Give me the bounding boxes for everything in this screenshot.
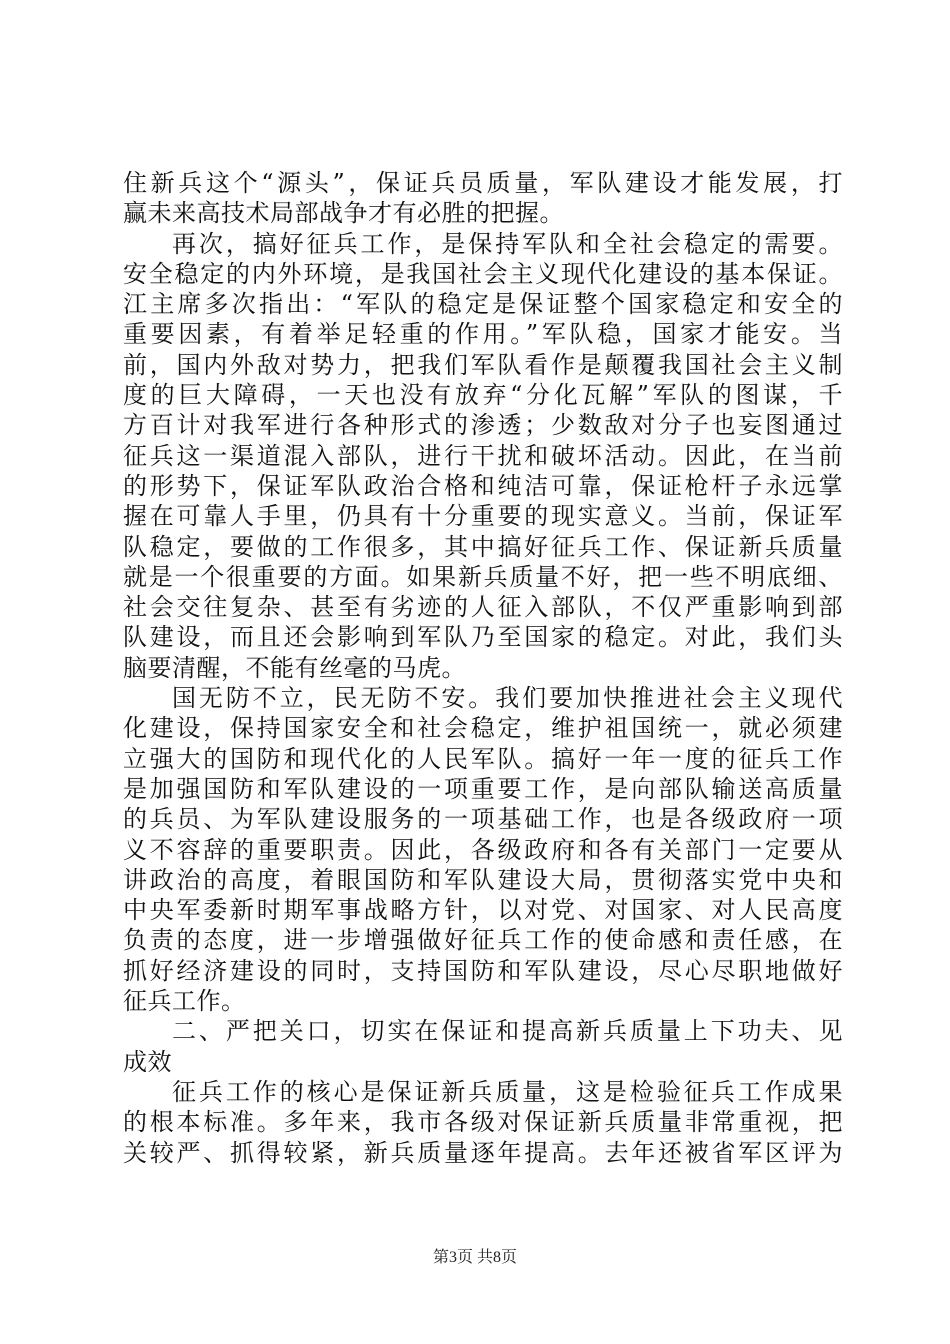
text-line: 抓好经济建设的同时，支持国防和军队建设，尽心尽职地做好 <box>123 956 843 985</box>
text-line: 江主席多次指出：“军队的稳定是保证整个国家稳定和安全的 <box>123 290 843 319</box>
paragraph-first-line: 再次，搞好征兵工作，是保持军队和全社会稳定的需要。 <box>172 229 843 258</box>
document-body <box>123 168 843 1168</box>
text-line: 中央军委新时期军事战略方针，以对党、对国家、对人民高度 <box>123 896 843 925</box>
text-line: 赢未来高技术局部战争才有必胜的把握。 <box>123 199 564 228</box>
text-line: 队建设，而且还会影响到军队乃至国家的稳定。对此，我们头 <box>123 623 843 652</box>
text-line: 队稳定，要做的工作很多，其中搞好征兵工作、保证新兵质量 <box>123 532 843 561</box>
text-line: 住新兵这个“源头”，保证兵员质量，军队建设才能发展，打 <box>123 169 843 197</box>
text-line: 重要因素，有着举足轻重的作用。”军队稳，国家才能安。当 <box>123 320 843 349</box>
text-line: 社会交往复杂、甚至有劣迹的人征入部队，不仅严重影响到部 <box>123 593 843 622</box>
text-line: 义不容辞的重要职责。因此，各级政府和各有关部门一定要从 <box>123 835 843 864</box>
section-heading-line: 成效 <box>123 1047 172 1076</box>
text-line: 是加强国防和军队建设的一项重要工作，是向部队输送高质量 <box>123 774 843 803</box>
text-line: 度的巨大障碍，一天也没有放弃“分化瓦解”军队的图谋，千 <box>123 381 843 410</box>
text-line: 脑要清醒，不能有丝毫的马虎。 <box>123 653 466 682</box>
paragraph-first-line: 国无防不立，民无防不安。我们要加快推进社会主义现代 <box>172 684 843 713</box>
page-footer: 第3页 共8页 <box>432 1249 517 1266</box>
text-line: 讲政治的高度，着眼国防和军队建设大局，贯彻落实党中央和 <box>123 865 843 894</box>
text-line: 方百计对我军进行各种形式的渗透；少数敌对分子也妄图通过 <box>123 411 843 440</box>
text-line: 握在可靠人手里，仍具有十分重要的现实意义。当前，保证军 <box>123 502 843 531</box>
text-line: 的兵员、为军队建设服务的一项基础工作，也是各级政府一项 <box>123 805 843 834</box>
text-line: 就是一个很重要的方面。如果新兵质量不好，把一些不明底细、 <box>123 562 843 591</box>
section-heading-line: 二、严把关口，切实在保证和提高新兵质量上下功夫、见 <box>172 1017 843 1046</box>
text-line: 负责的态度，进一步增强做好征兵工作的使命感和责任感，在 <box>123 926 843 955</box>
text-line: 关较严、抓得较紧，新兵质量逐年提高。去年还被省军区评为 <box>123 1138 843 1167</box>
text-line: 安全稳定的内外环境，是我国社会主义现代化建设的基本保证。 <box>123 259 843 288</box>
text-line: 的形势下，保证军队政治合格和纯洁可靠，保证枪杆子永远掌 <box>123 471 843 500</box>
text-line: 立强大的国防和现代化的人民军队。搞好一年一度的征兵工作 <box>123 744 843 773</box>
text-line: 征兵工作。 <box>123 987 246 1016</box>
text-line: 前，国内外敌对势力，把我们军队看作是颠覆我国社会主义制 <box>123 350 843 379</box>
text-line: 征兵这一渠道混入部队，进行干扰和破坏活动。因此，在当前 <box>123 441 843 470</box>
text-line: 化建设，保持国家安全和社会稳定，维护祖国统一，就必须建 <box>123 714 843 743</box>
text-line: 的根本标准。多年来，我市各级对保证新兵质量非常重视，把 <box>123 1108 843 1137</box>
paragraph-first-line: 征兵工作的核心是保证新兵质量，这是检验征兵工作成果 <box>172 1077 843 1106</box>
